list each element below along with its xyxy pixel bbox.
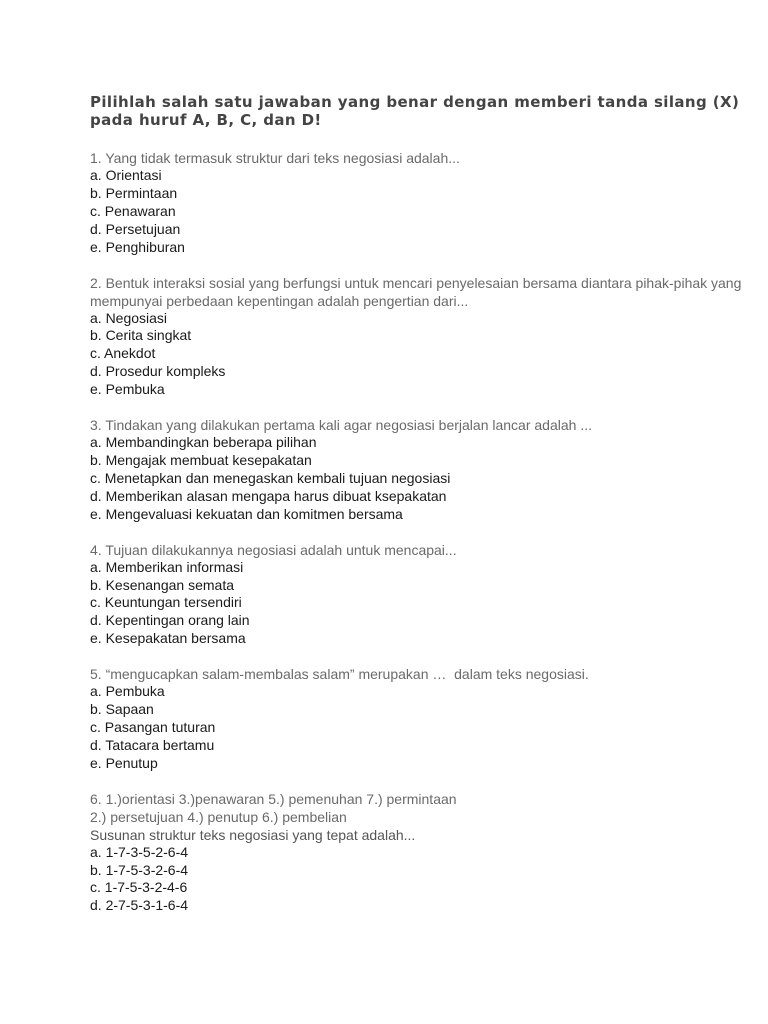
question-text: 1. Yang tidak termasuk struktur dari teks negosiasi adalah... <box>90 150 460 166</box>
option-b: b. Sapaan <box>90 701 154 718</box>
question-5 <box>90 665 750 773</box>
option-e: e. Penutup <box>90 754 158 771</box>
question-6 <box>90 790 750 916</box>
option-c: c. Penawaran <box>90 202 176 219</box>
option-d: d. Memberikan alasan mengapa harus dibuat ksepakatan <box>90 487 447 504</box>
question-3 <box>90 416 750 524</box>
option-e: e. Kesepakatan bersama <box>90 630 246 647</box>
question-text-line-2: 2.) persetujuan 4.) penutup 6.) pembelian <box>90 808 347 825</box>
option-d: d. Persetujuan <box>90 220 181 237</box>
option-c: c. 1-7-5-3-2-4-6 <box>90 879 188 896</box>
option-d: d. Prosedur kompleks <box>90 363 226 380</box>
question-text: 6. 1.)orientasi 3.)penawaran 5.) pemenuhan 7.) permintaan <box>90 790 457 807</box>
option-a: a. 1-7-3-5-2-6-4 <box>90 843 189 860</box>
option-d: d. 2-7-5-3-1-6-4 <box>90 897 189 914</box>
option-a: a. Pembuka <box>90 683 165 700</box>
question-1 <box>90 149 750 257</box>
option-a: a. Negosiasi <box>90 309 168 326</box>
option-a: a. Memberikan informasi <box>90 558 244 575</box>
option-a: a. Membandingkan beberapa pilihan <box>90 434 317 451</box>
option-c: c. Anekdot <box>90 345 156 362</box>
document-page <box>90 93 750 932</box>
option-b: b. Kesenangan semata <box>90 576 234 593</box>
question-prompt: Susunan struktur teks negosiasi yang tepat adalah... <box>90 826 416 843</box>
option-b: b. 1-7-5-3-2-6-4 <box>90 861 189 878</box>
option-e: e. Mengevaluasi kekuatan dan komitmen bersama <box>90 505 403 522</box>
question-4 <box>90 541 750 649</box>
option-c: c. Pasangan tuturan <box>90 718 216 735</box>
question-2 <box>90 274 750 400</box>
instruction-heading: Pilihlah salah satu jawaban yang benar dengan memberi tanda silang (X) pada huruf A, B, C, dan D! <box>90 93 740 129</box>
option-d: d. Tatacara bertamu <box>90 736 215 753</box>
option-b: b. Mengajak membuat kesepakatan <box>90 451 312 468</box>
question-text: 2. Bentuk interaksi sosial yang berfungsi untuk mencari penyelesaian bersama diantara pihak-pihak yang mempunyai perbedaan kepentingan adalah pengertian dari... <box>90 274 746 309</box>
option-c: c. Keuntungan tersendiri <box>90 594 242 611</box>
question-text: 4. Tujuan dilakukannya negosiasi adalah untuk mencapai... <box>90 541 457 558</box>
option-e: e. Penghiburan <box>90 238 185 255</box>
option-b: b. Permintaan <box>90 184 178 201</box>
option-c: c. Menetapkan dan menegaskan kembali tujuan negosiasi <box>90 469 451 486</box>
question-text: 5. “mengucapkan salam-membalas salam” merupakan … dalam teks negosiasi. <box>90 666 589 683</box>
option-d: d. Kepentingan orang lain <box>90 612 250 629</box>
option-e: e. Pembuka <box>90 381 165 398</box>
question-text: 3. Tindakan yang dilakukan pertama kali agar negosiasi berjalan lancar adalah ... <box>90 417 592 434</box>
option-a: a. Orientasi <box>90 167 162 183</box>
option-b: b. Cerita singkat <box>90 327 192 344</box>
